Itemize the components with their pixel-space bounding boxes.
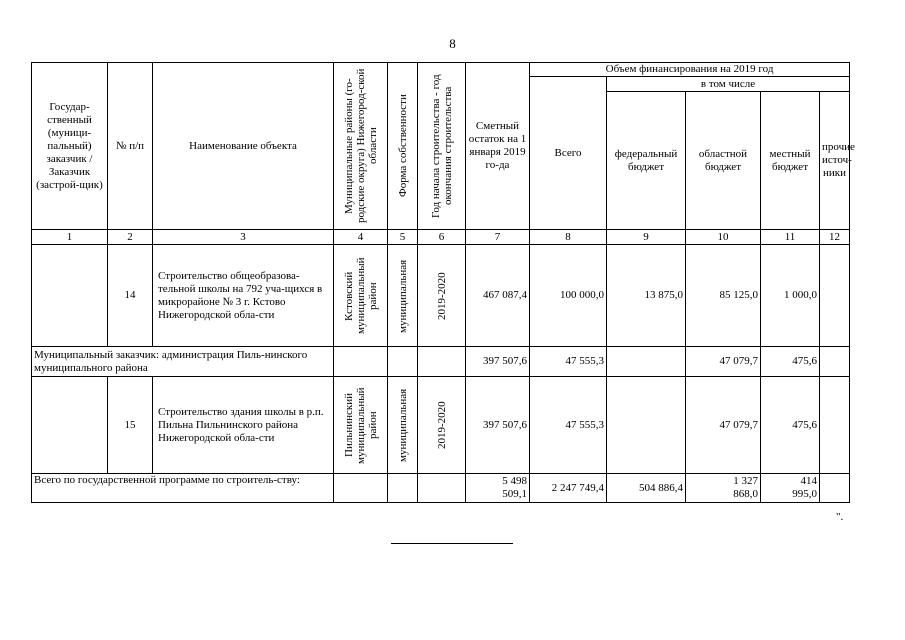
municipal-customer-label: Муниципальный заказчик: администрация Пиль-нинского муниципального района xyxy=(32,347,334,377)
closing-quote: ". xyxy=(836,511,844,523)
total-value: 47 555,3 xyxy=(530,347,607,377)
header-other: прочие источ-ники xyxy=(820,92,850,230)
years: 2019-2020 xyxy=(435,271,448,320)
customer-cell xyxy=(32,245,108,347)
empty-cell xyxy=(334,474,388,503)
empty-cell xyxy=(388,347,418,377)
remaining-value: 397 507,6 xyxy=(466,377,530,474)
column-number: 8 xyxy=(530,230,607,245)
total-value: 100 000,0 xyxy=(530,245,607,347)
years-cell xyxy=(418,245,466,347)
column-number: 6 xyxy=(418,230,466,245)
column-number: 5 xyxy=(388,230,418,245)
table-row xyxy=(32,245,850,347)
total-value: 47 555,3 xyxy=(530,377,607,474)
header-regional: областной бюджет xyxy=(686,92,761,230)
header-customer: Государ-ственный (муници-пальный) заказчик / Заказчик (застрой-щик) xyxy=(32,63,108,230)
local-value: 475,6 xyxy=(761,347,820,377)
regional-total xyxy=(686,474,761,503)
row-number: 15 xyxy=(108,377,153,474)
ownership: муниципальная xyxy=(396,388,409,462)
page-number: 8 xyxy=(449,36,456,51)
row-number: 14 xyxy=(108,245,153,347)
object-name: Строительство общеобразова-тельной школы на 792 уча-щихся в микрорайоне № 3 г. Кстово Нижегородской обла-сти xyxy=(153,245,334,347)
total-value: 2 247 749,4 xyxy=(530,474,607,503)
empty-cell xyxy=(388,474,418,503)
column-number: 3 xyxy=(153,230,334,245)
column-number: 9 xyxy=(607,230,686,245)
years-cell xyxy=(418,377,466,474)
total-row xyxy=(32,474,850,503)
table-row xyxy=(32,377,850,474)
empty-cell xyxy=(418,347,466,377)
header-local: местный бюджет xyxy=(761,92,820,230)
regional-value: 47 079,7 xyxy=(686,377,761,474)
header-total: Всего xyxy=(530,77,607,230)
header-financing: Объем финансирования на 2019 год xyxy=(530,63,850,77)
federal-value xyxy=(607,377,686,474)
header-district: Муниципальные районы (го-родские округа) Нижегород-ской области xyxy=(342,68,379,224)
column-number: 1 xyxy=(32,230,108,245)
regional-total-line2: 868,0 xyxy=(733,488,758,500)
empty-cell xyxy=(418,474,466,503)
ownership: муниципальная xyxy=(396,258,409,333)
header-ownership-cell xyxy=(388,63,418,230)
header-years: Год начала строительства - год окончания строительства xyxy=(429,74,454,218)
column-number: 12 xyxy=(820,230,850,245)
regional-value: 47 079,7 xyxy=(686,347,761,377)
other-value xyxy=(820,377,850,474)
column-number: 2 xyxy=(108,230,153,245)
remaining-total xyxy=(466,474,530,503)
program-total-label: Всего по государственной программе по строитель-ству: xyxy=(32,474,334,503)
ownership-cell xyxy=(388,245,418,347)
district: Кстовский муниципальный район xyxy=(342,257,379,334)
federal-value: 13 875,0 xyxy=(607,245,686,347)
federal-value: 504 886,4 xyxy=(607,474,686,503)
local-value: 1 000,0 xyxy=(761,245,820,347)
header-years-cell xyxy=(418,63,466,230)
table-row xyxy=(32,347,850,377)
regional-value: 85 125,0 xyxy=(686,245,761,347)
header-federal: федеральный бюджет xyxy=(607,92,686,230)
object-name: Строительство здания школы в р.п. Пильна Пильнинского района Нижегородской обла-сти xyxy=(153,377,334,474)
remaining-value: 467 087,4 xyxy=(466,245,530,347)
other-value xyxy=(820,347,850,377)
column-number: 11 xyxy=(761,230,820,245)
remaining-value: 397 507,6 xyxy=(466,347,530,377)
header-district-cell xyxy=(334,63,388,230)
district-cell xyxy=(334,245,388,347)
ownership-cell xyxy=(388,377,418,474)
years: 2019-2020 xyxy=(435,401,448,449)
column-number: 7 xyxy=(466,230,530,245)
other-value xyxy=(820,245,850,347)
customer-cell xyxy=(32,377,108,474)
column-numbers-row xyxy=(32,230,850,245)
column-number: 10 xyxy=(686,230,761,245)
regional-total-line1: 1 327 xyxy=(733,475,758,487)
header-number: № п/п xyxy=(108,63,153,230)
header-including: в том числе xyxy=(607,77,850,92)
remaining-total-line1: 5 498 xyxy=(502,475,527,487)
local-total-line2: 995,0 xyxy=(792,488,817,500)
remaining-total-line2: 509,1 xyxy=(502,488,527,500)
federal-value xyxy=(607,347,686,377)
local-total-line1: 414 xyxy=(800,475,817,487)
other-value xyxy=(820,474,850,503)
district-cell xyxy=(334,377,388,474)
local-total xyxy=(761,474,820,503)
district: Пильнинский муниципальный район xyxy=(342,386,379,464)
header-object-name: Наименование объекта xyxy=(153,63,334,230)
column-number: 4 xyxy=(334,230,388,245)
local-value: 475,6 xyxy=(761,377,820,474)
header-row-1 xyxy=(32,63,850,77)
header-ownership: Форма собственности xyxy=(396,94,409,198)
header-remaining: Сметный остаток на 1 января 2019 го-да xyxy=(466,63,530,230)
financing-table xyxy=(31,62,855,503)
separator-line xyxy=(391,543,513,544)
empty-cell xyxy=(334,347,388,377)
